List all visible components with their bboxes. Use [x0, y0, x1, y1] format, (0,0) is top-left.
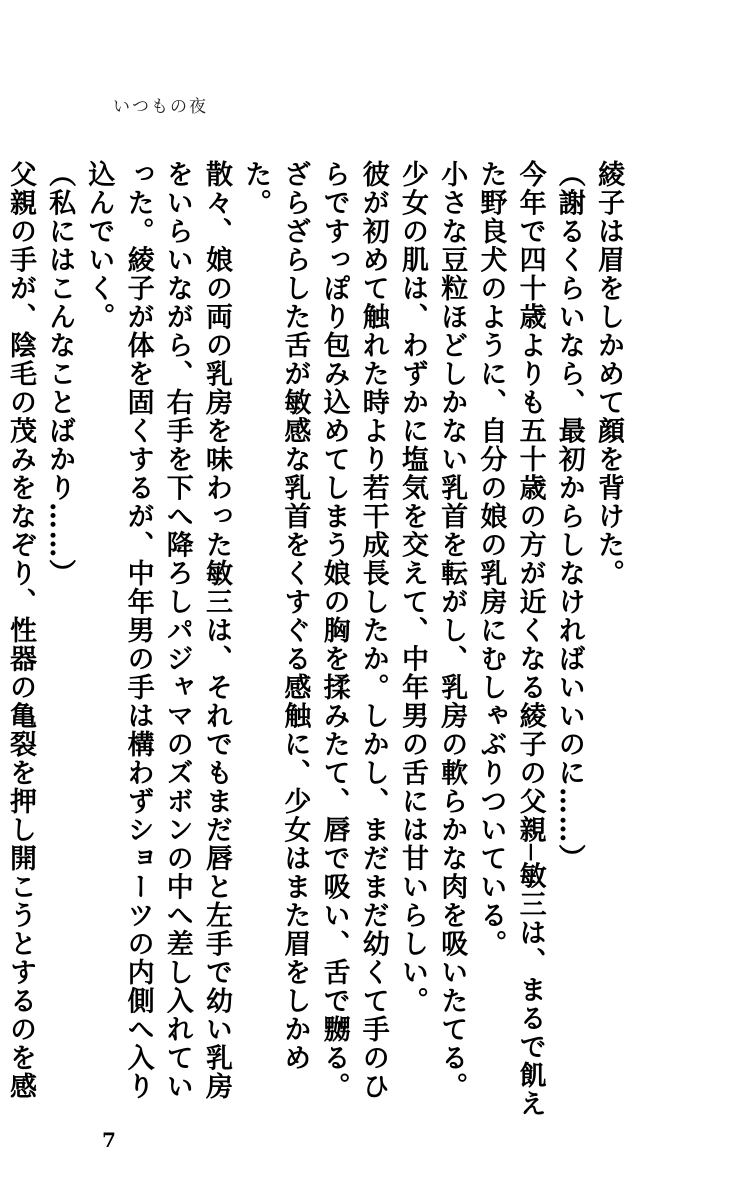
- paragraph: 今年で四十歳よりも五十歳の方が近くなる綾子の父親─敏三は、まるで飢えた野良犬のように、自分の娘の乳房にむしゃぶりついている。: [475, 160, 546, 1119]
- page-number: 7: [102, 1128, 116, 1152]
- paragraph: 父親の手が、陰毛の茂みをなぞり、性器の亀裂を押し開こうとするのを感: [4, 160, 36, 1101]
- paragraph: 小さな豆粒ほどしかない乳首を転がし、乳房の軟らかな肉を吸いたてる。少女の肌は、わずかに塩気を交えて、中年男の舌には甘いらしい。: [396, 160, 468, 1101]
- paragraph: 散々、娘の両の乳房を味わった敏三は、それでもまだ唇と左手で幼い乳房をいらいながら、右手を下へ降ろしパジャマのズボンの中へ差し入れていった。綾子が体を固くするが、中年男の手は構わずショーツの内側へ入り込んでいく。: [83, 160, 232, 1101]
- running-title: いつもの夜: [113, 97, 208, 117]
- paragraph: 綾子は眉をしかめて顔を背けた。: [593, 160, 624, 588]
- paragraph: （謝るくらいなら、最初からしなければいいのに……）: [553, 160, 585, 873]
- body-text: [4, 160, 628, 1120]
- paragraph: 彼が初めて触れた時より若干成長したか。しかし、まだまだ幼くて手のひらですっぽり包み込めてしまう娘の胸を揉みたて、唇で吸い、舌で嬲る。ざらざらした舌が敏感な乳首をくすぐる感触に、少女はまた眉をしかめた。: [240, 160, 389, 1101]
- paragraph: （私にはこんなことばかり……）: [44, 160, 76, 588]
